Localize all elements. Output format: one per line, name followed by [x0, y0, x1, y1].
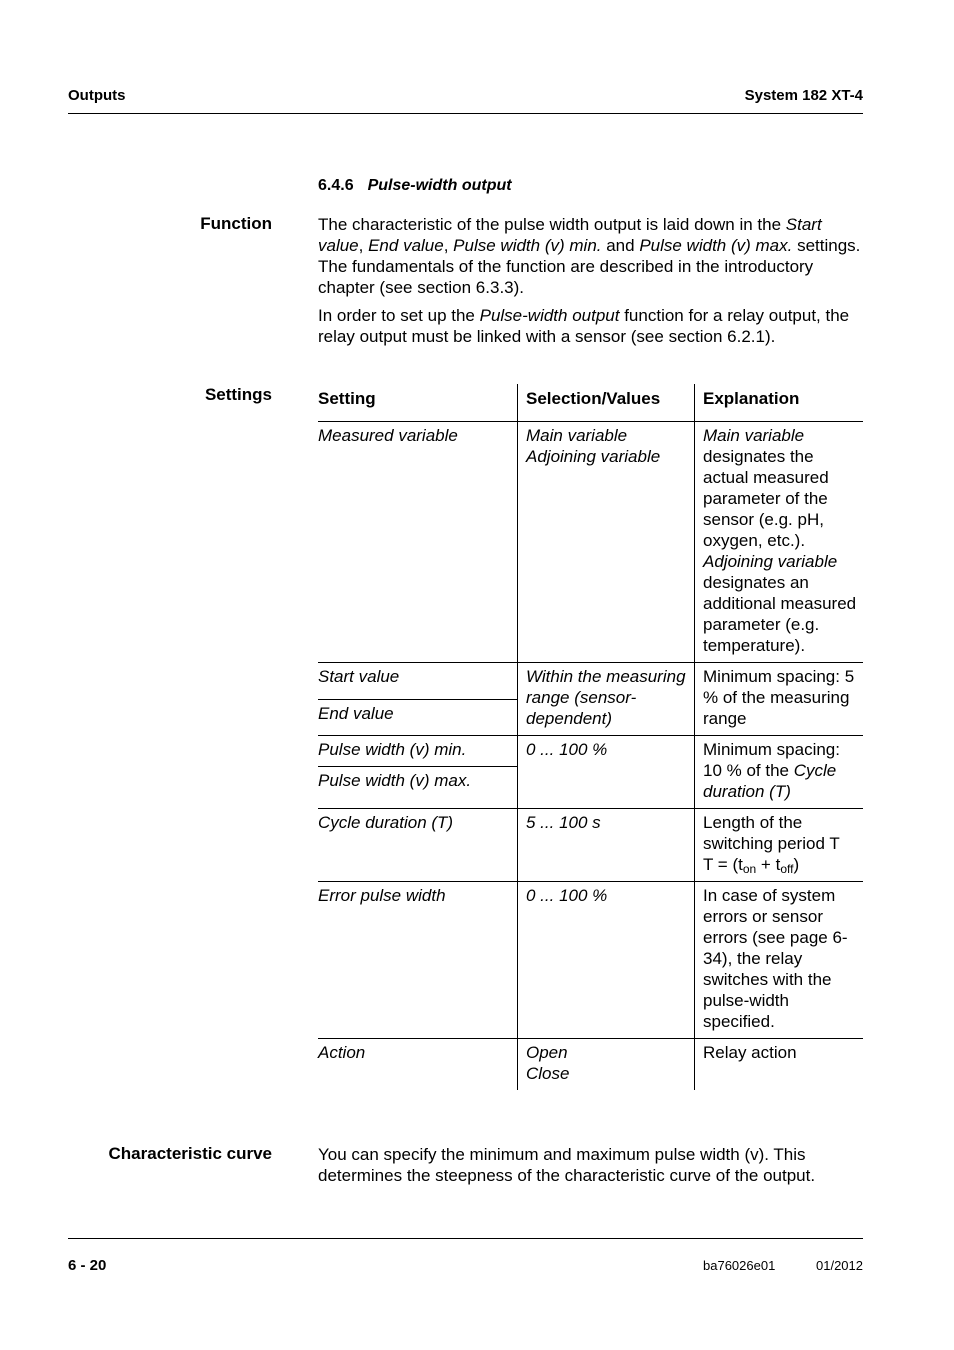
cell-explanation: Minimum spacing: 10 % of the Cycle duration (T) [695, 736, 864, 809]
table-row-cycle-duration [318, 809, 863, 882]
section-number: 6.4.6 [318, 177, 354, 194]
cell-explanation: In case of system errors or sensor errors (see page 6-34), the relay switches with the pulse-width specified. [695, 882, 864, 1039]
cell-values: 0 ... 100 % [518, 882, 695, 1039]
cell-setting: End value [318, 699, 518, 736]
cell-values: Main variable Adjoining variable [518, 422, 695, 663]
cell-explanation: Minimum spacing: 5 % of the measuring range [695, 663, 864, 736]
curve-text: You can specify the minimum and maximum pulse width (v). This determines the steepness of the characteristic curve of the output. [318, 1145, 816, 1185]
settings-label: Settings [204, 385, 272, 404]
cell-setting: Cycle duration (T) [318, 809, 518, 882]
footer-date: 01/2012 [816, 1258, 863, 1273]
cell-setting: Pulse width (v) max. [318, 767, 518, 809]
function-body [318, 214, 863, 347]
header-rule [68, 113, 863, 114]
cell-setting: Action [318, 1043, 366, 1062]
table-row-action [318, 1039, 863, 1091]
cell-values: 0 ... 100 % [518, 736, 695, 809]
cell-setting: Pulse width (v) min. [318, 736, 518, 767]
column-header-explanation: Explanation [695, 384, 864, 422]
cell-setting: Measured variable [318, 422, 518, 663]
section-title: Pulse-width output [367, 177, 512, 194]
cell-values: Open Close [518, 1039, 695, 1091]
cell-explanation: Length of the switching period T $T = (t_{on} + t_{off})$ [695, 809, 864, 882]
cell-setting: Error pulse width [318, 882, 518, 1039]
cell-values: Within the measuring range (sensor-dependent) [518, 663, 695, 736]
table-row-start-value [318, 663, 863, 700]
settings-table [318, 384, 863, 1090]
section-heading [318, 177, 512, 195]
function-label: Function [200, 214, 272, 233]
function-paragraph-1: The characteristic of the pulse width output is laid down in the Start value, End value, Pulse width (v) min. and Pulse width (v) max. settings. The fundamentals of the function are described in the introductory chapter (see section 6.3.3). [318, 215, 861, 297]
function-paragraph-2: In order to set up the Pulse-width output function for a relay output, the relay output must be linked with a sensor (see section 6.2.1). [318, 306, 850, 346]
cell-explanation: Relay action [695, 1039, 864, 1091]
footer-rule [68, 1238, 863, 1239]
cell-values: 5 ... 100 s [518, 809, 695, 882]
table-row-measured-variable [318, 422, 863, 663]
cell-setting: Start value [318, 663, 518, 700]
table-row-error-pulse-width [318, 882, 863, 1039]
column-header-setting: Setting [318, 384, 518, 422]
footer-page-number: 6 - 20 [68, 1257, 107, 1274]
header-left: Outputs [68, 87, 126, 104]
footer-doc-id: ba76026e01 [703, 1258, 776, 1273]
table-row-pulse-width-min [318, 736, 863, 767]
curve-label: Characteristic curve [108, 1144, 272, 1163]
cell-explanation: Main variable designates the actual measured parameter of the sensor (e.g. pH, oxygen, etc.). Adjoining variable designates an additional measured parameter (e.g. temperature). [695, 422, 864, 663]
header-right: System 182 XT-4 [744, 87, 863, 104]
column-header-values: Selection/Values [518, 384, 695, 422]
